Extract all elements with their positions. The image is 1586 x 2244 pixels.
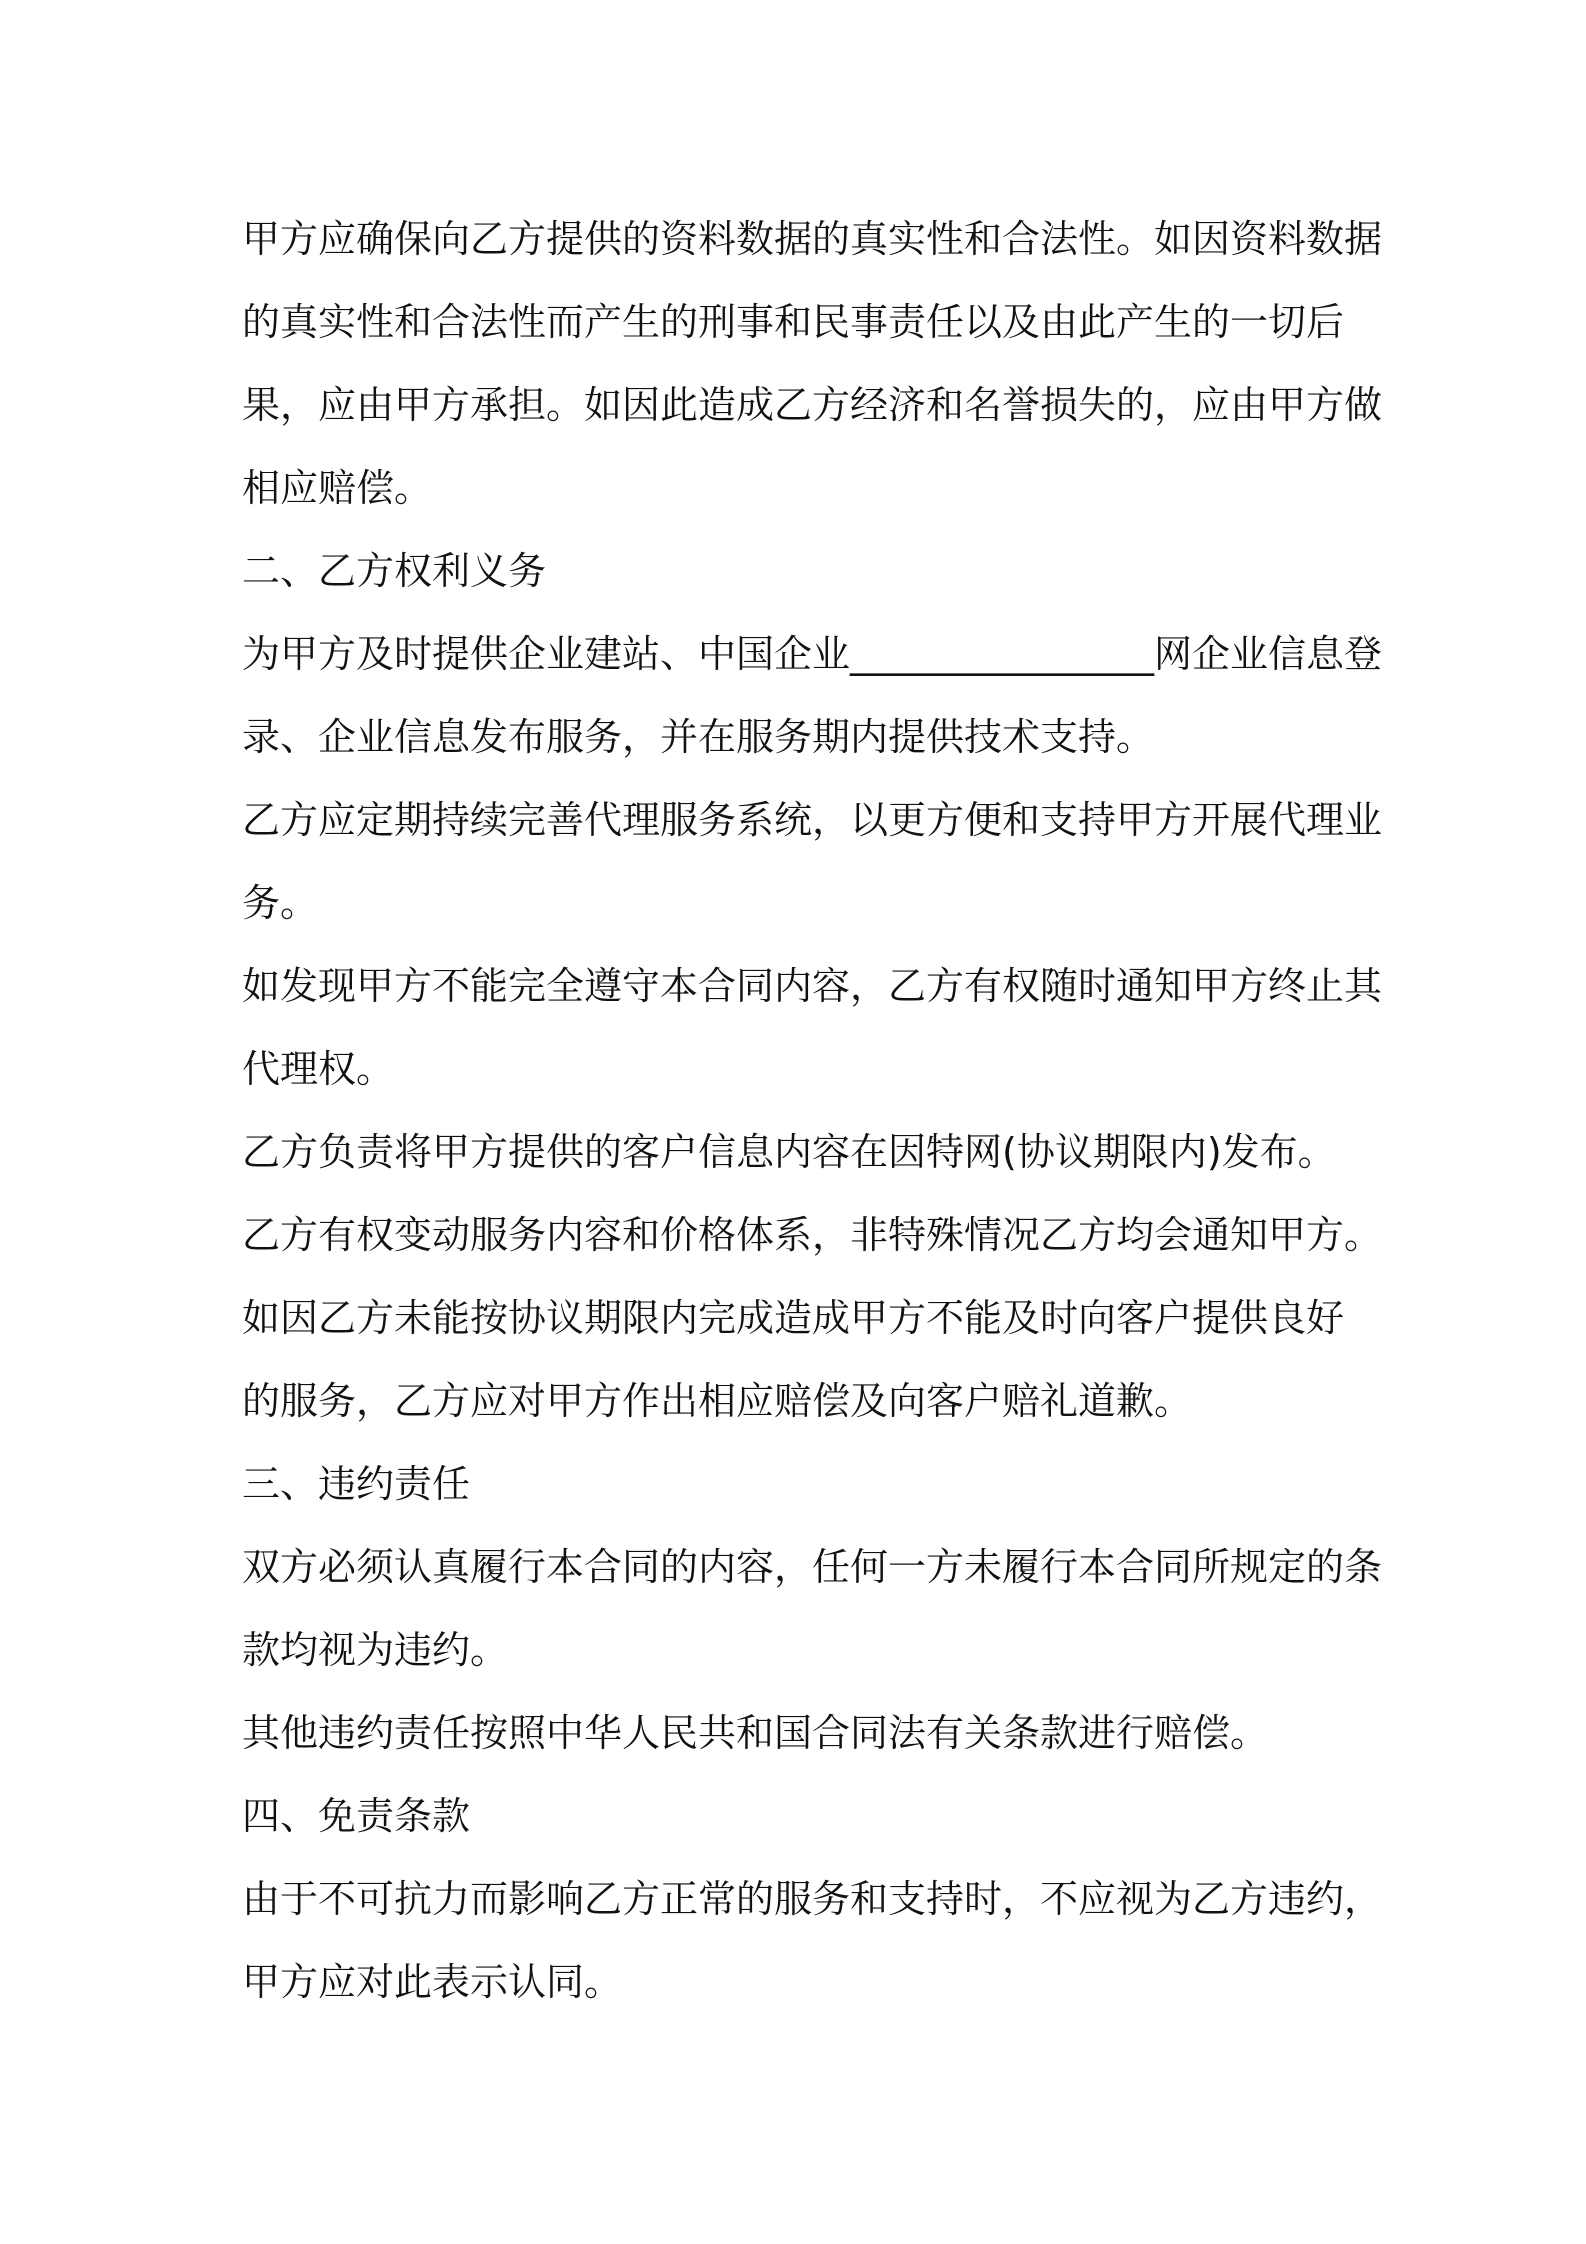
paragraph-line: 的真实性和合法性而产生的刑事和民事责任以及由此产生的一切后 — [242, 300, 1345, 344]
section-heading: 三、违约责任 — [242, 1462, 471, 1506]
paragraph-line: 相应赔偿。 — [242, 466, 433, 510]
section-heading: 二、乙方权利义务 — [242, 549, 547, 593]
paragraph-line: 乙方有权变动服务内容和价格体系，非特殊情况乙方均会通知甲方。 — [242, 1213, 1383, 1257]
section-heading: 四、免责条款 — [242, 1794, 471, 1838]
paragraph-line: 务。 — [242, 881, 319, 925]
paragraph-line: 为甲方及时提供企业建站、中国企业________________网企业信息登 — [242, 632, 1383, 676]
paragraph-line: 果，应由甲方承担。如因此造成乙方经济和名誉损失的，应由甲方做 — [242, 383, 1383, 427]
paragraph-line: 录、企业信息发布服务，并在服务期内提供技术支持。 — [242, 715, 1155, 759]
paragraph-line: 双方必须认真履行本合同的内容，任何一方未履行本合同所规定的条 — [242, 1545, 1383, 1589]
paragraph-line: 甲方应对此表示认同。 — [242, 1960, 623, 2004]
paragraph-line: 乙方负责将甲方提供的客户信息内容在因特网(协议期限内)发布。 — [242, 1130, 1336, 1174]
paragraph-line: 乙方应定期持续完善代理服务系统，以更方便和支持甲方开展代理业 — [242, 798, 1383, 842]
paragraph-line: 其他违约责任按照中华人民共和国合同法有关条款进行赔偿。 — [242, 1711, 1269, 1755]
paragraph-line: 如因乙方未能按协议期限内完成造成甲方不能及时向客户提供良好 — [242, 1296, 1345, 1340]
paragraph-line: 款均视为违约。 — [242, 1628, 509, 1672]
paragraph-line: 由于不可抗力而影响乙方正常的服务和支持时，不应视为乙方违约， — [242, 1877, 1383, 1921]
paragraph-line: 代理权。 — [242, 1047, 395, 1091]
paragraph-line: 如发现甲方不能完全遵守本合同内容，乙方有权随时通知甲方终止其 — [242, 964, 1383, 1008]
paragraph-line: 甲方应确保向乙方提供的资料数据的真实性和合法性。如因资料数据 — [242, 217, 1383, 261]
paragraph-line: 的服务，乙方应对甲方作出相应赔偿及向客户赔礼道歉。 — [242, 1379, 1193, 1423]
document-body — [242, 198, 1383, 2024]
